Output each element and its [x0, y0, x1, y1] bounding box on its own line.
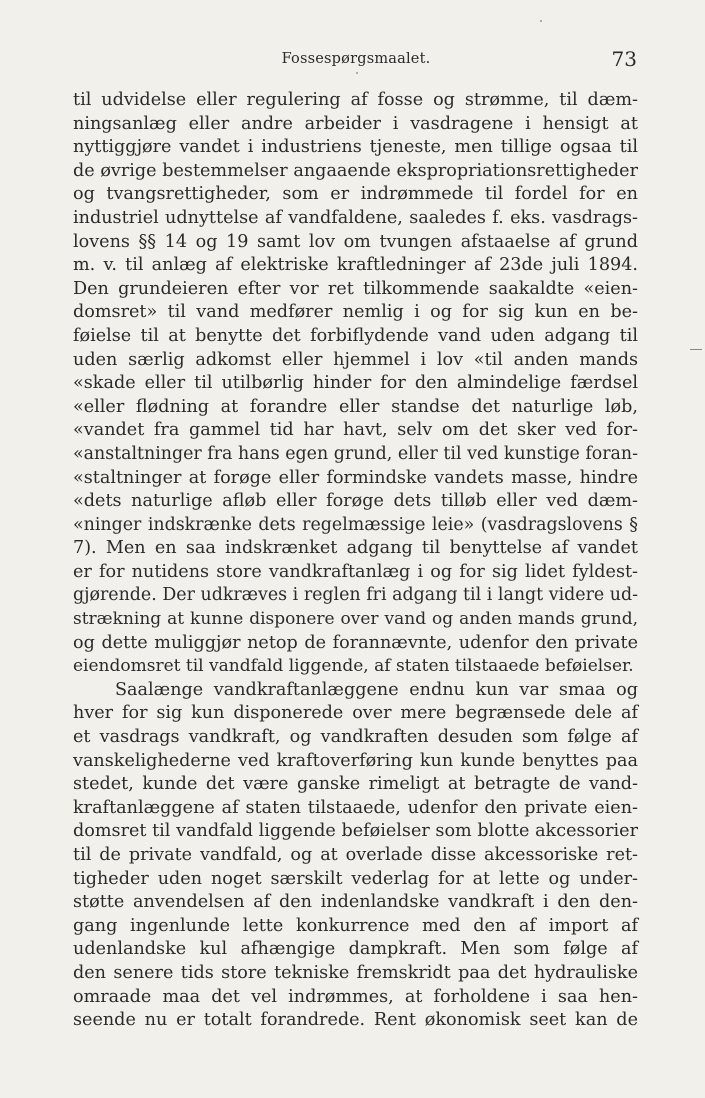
text-line: ningsanlæg eller andre arbeider i vasdragene i hensigt at [73, 113, 638, 134]
text-line: til udvidelse eller regulering af fosse og strømme, til dæm- [73, 90, 638, 110]
text-line: Den grundeieren efter vor ret tilkommende saakaldte «eien- [73, 278, 638, 299]
text-line: seende nu er totalt forandrede. Rent økonomisk seet kan de [73, 1010, 638, 1031]
text-line: «vandet fra gammel tid har havt, selv om det sker ved for- [73, 420, 638, 441]
text-line: udenlandske kul afhængige dampkraft. Men som følge af [73, 939, 638, 960]
text-line: et vasdrags vandkraft, og vandkraften desuden som følge af [73, 727, 638, 748]
text-line: 7). Men en saa indskrænket adgang til benyttelse af vandet [73, 538, 638, 559]
paragraph-1 [73, 89, 638, 679]
text-line: uden særlig adkomst eller hjemmel i lov «til anden mands [73, 349, 638, 370]
text-line: omraade maa det vel indrømmes, at forholdene i saa hen- [73, 986, 638, 1007]
text-line: «ninger indskrænke dets regelmæssige leie» (vasdragslovens § [73, 514, 638, 535]
paper-speck [540, 20, 542, 22]
text-line: gjørende. Der udkræves i reglen fri adgang til i langt videre ud- [73, 585, 638, 606]
text-line: «anstaltninger fra hans egen grund, eller til ved kunstige foran- [73, 443, 638, 464]
text-line: «eller flødning at forandre eller standse det naturlige løb, [73, 396, 638, 417]
text-line: «skade eller til utilbørlig hinder for den almindelige færdsel [73, 373, 638, 394]
running-head [75, 47, 637, 73]
text-line: stedet, kunde det være ganske rimeligt at betragte de vand- [73, 774, 638, 795]
text-line: gang ingenlunde lette konkurrence med den af import af [73, 915, 638, 936]
text-line: og dette muliggjør netop de forannævnte, udenfor den private [73, 632, 638, 653]
text-line: føielse til at benytte det forbiflydende vand uden adgang til [73, 325, 638, 346]
text-line: domsret til vandfald liggende beføielser som blotte akcessorier [73, 821, 638, 842]
text-line: tigheder uden noget særskilt vederlag for at lette og under- [73, 868, 638, 889]
text-line: Saalænge vandkraftanlæggene endnu kun var smaa og [115, 679, 638, 700]
running-title: Fossespørgsmaalet. [281, 51, 431, 67]
paper-speck [356, 72, 358, 74]
text-line: domsret» til vand medfører nemlig i og for sig kun en be- [73, 302, 638, 323]
text-line: vanskelighederne ved kraftoverføring kun kunde benyttes paa [73, 750, 638, 771]
text-line: kraftanlæggene af staten tilstaaede, udenfor den private eien- [73, 797, 638, 818]
text-line: til de private vandfald, og at overlade disse akcessoriske ret- [73, 845, 638, 865]
text-line: «dets naturlige afløb eller forøge dets tilløb eller ved dæm- [73, 491, 638, 512]
text-line: er for nutidens store vandkraftanlæg i og for sig lidet fyldest- [73, 561, 638, 582]
body-text [73, 89, 638, 1033]
text-line: den senere tids store tekniske fremskridt paa det hydrauliske [73, 962, 638, 983]
margin-mark [690, 349, 702, 350]
text-line: de øvrige bestemmelser angaaende ekspropriationsrettigheder [73, 160, 638, 181]
text-line: «staltninger at forøge eller formindske vandets masse, hindre [73, 467, 638, 488]
text-line: eiendomsret til vandfald liggende, af staten tilstaaede beføielser. [73, 656, 634, 677]
paragraph-2 [73, 679, 638, 1033]
text-line: industriel udnyttelse af vandfaldene, saaledes f. eks. vasdrags- [73, 207, 638, 228]
text-line: m. v. til anlæg af elektriske kraftledninger af 23de juli 1894. [73, 255, 638, 276]
text-line: strækning at kunne disponere over vand og anden mands grund, [73, 609, 638, 630]
text-line: lovens §§ 14 og 19 samt lov om tvungen afstaaelse af grund [73, 231, 638, 252]
text-line: og tvangsrettigheder, som er indrømmede til fordel for en [73, 184, 638, 205]
page-number: 73 [611, 47, 637, 71]
text-line: hver for sig kun disponerede over mere begrænsede dele af [73, 703, 638, 724]
text-line: støtte anvendelsen af den indenlandske vandkraft i den den- [73, 892, 638, 913]
text-line: nyttiggjøre vandet i industriens tjeneste, men tillige ogsaa til [73, 137, 638, 158]
